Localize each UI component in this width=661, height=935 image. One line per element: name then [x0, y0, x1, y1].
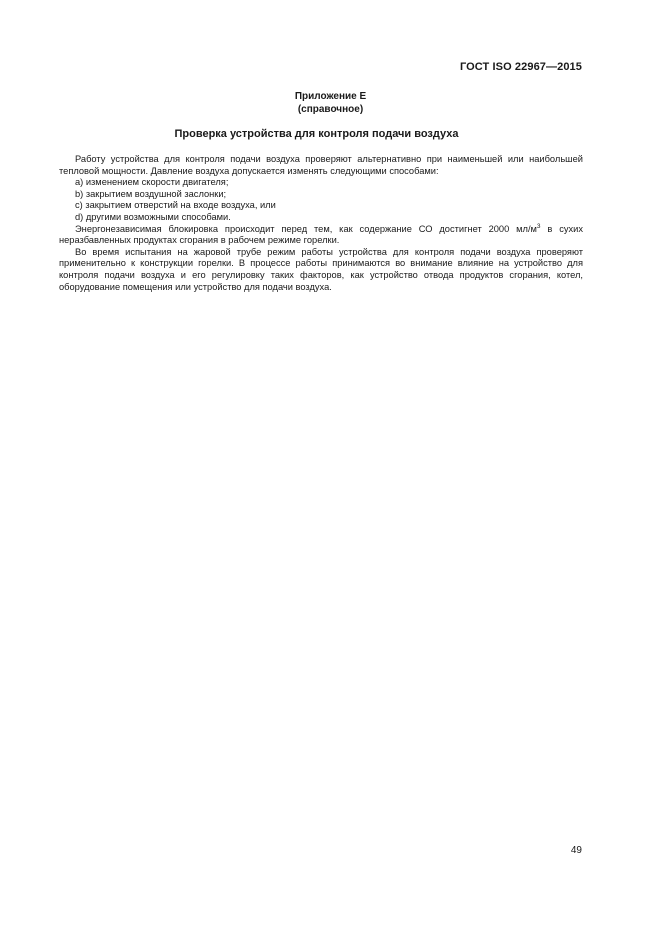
- list-item: a) изменением скорости двигателя;: [75, 177, 229, 188]
- page-number: 49: [570, 845, 582, 856]
- paragraph-lockout: [59, 224, 583, 247]
- paragraph-test: Во время испытания на жаровой трубе режим работы устройства для контроля подачи воздуха проверяют применительно к конструкции горелки. В процессе работы принимаются во внимание влияние на устройство для контроля подачи воздуха и его регулировку таких факторов, как устройство отвода продуктов сгорания, котел, оборудование помещения или устройство для подачи воздуха.: [59, 246, 583, 292]
- paragraph-intro: Работу устройства для контроля подачи воздуха проверяют альтернативно при наименьшей или наибольшей тепловой мощности. Давление воздуха допускается изменять следующими способами:: [59, 154, 583, 176]
- body-text: [59, 154, 583, 293]
- standard-designation: ГОСТ ISO 22967—2015: [459, 61, 582, 73]
- appendix-title: Проверка устройства для контроля подачи воздуха: [174, 128, 459, 140]
- appendix-label: Приложение Е: [294, 91, 367, 102]
- list-item: c) закрытием отверстий на входе воздуха, или: [75, 200, 276, 211]
- appendix-type: (справочное): [297, 104, 364, 115]
- paragraph-lockout-text-cont: в сухих неразбавленных продуктах сгорания в рабочем режиме горелки.: [59, 223, 583, 246]
- list-item: d) другими возможными способами.: [75, 211, 231, 222]
- paragraph-lockout-text: Энергонезависимая блокировка происходит перед тем, как содержание СО достигнет 2000 мл/м: [75, 223, 537, 234]
- superscript-exponent: 3: [536, 222, 541, 230]
- list-item: b) закрытием воздушной заслонки;: [75, 188, 227, 199]
